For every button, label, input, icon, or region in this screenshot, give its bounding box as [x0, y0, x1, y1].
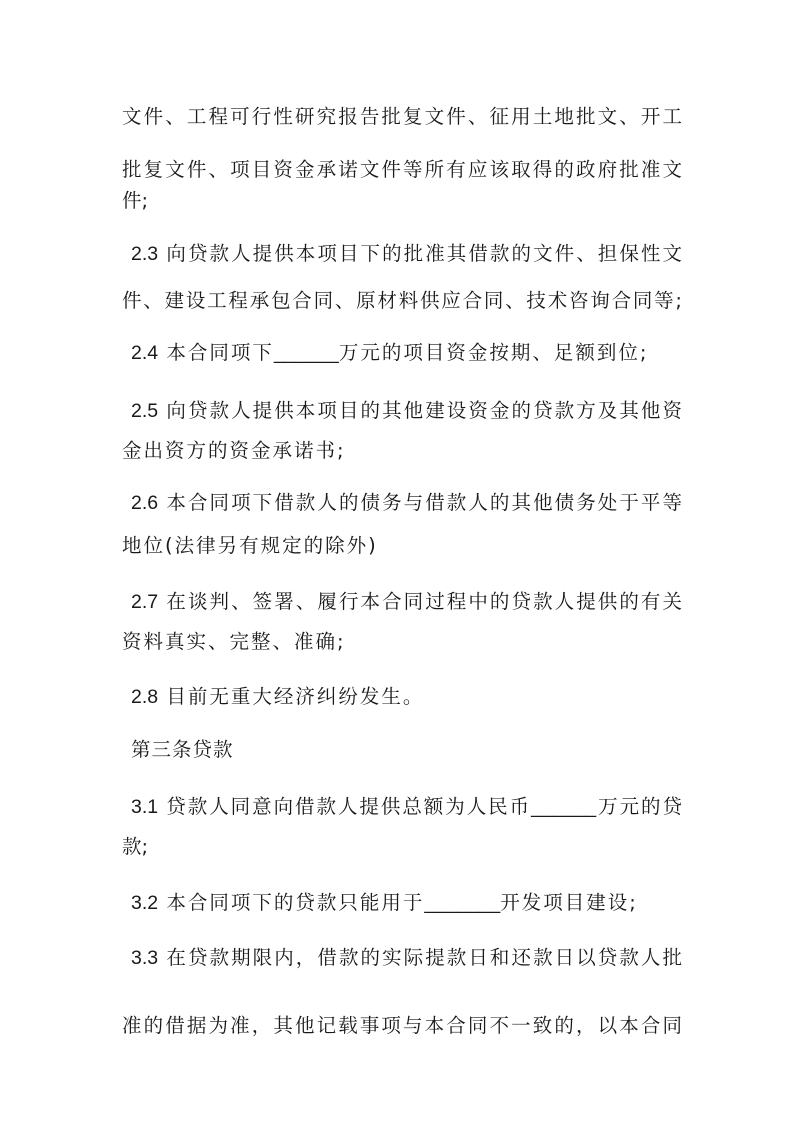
clause-text-after: 开发项目建设;	[500, 891, 638, 914]
fill-blank: _______	[424, 892, 501, 914]
clause-text: 本合同项下的贷款只能用于	[166, 891, 425, 914]
clause-3-3	[131, 943, 682, 973]
clause-2-3	[131, 239, 682, 269]
line-text: 金出资方的资金承诺书;	[122, 439, 346, 462]
clause-number: 3.3	[131, 947, 159, 969]
line-text: 资料真实、完整、准确;	[122, 630, 346, 653]
clause-2-6	[131, 488, 682, 518]
clause-text-after: 万元的贷	[596, 795, 682, 818]
clause-text: 向贷款人提供本项目的其他建设资金的贷款方及其他资	[166, 399, 682, 422]
clause-2-5	[131, 396, 682, 426]
clause-number: 2.4	[131, 342, 159, 364]
clause-number: 2.5	[131, 400, 159, 422]
section-heading-article-3	[131, 735, 682, 765]
text-line-19	[122, 1011, 682, 1041]
line-text: 准的借据为准，其他记载事项与本合同不一致的，以本合同	[122, 1014, 682, 1037]
fill-blank: ______	[273, 342, 339, 364]
line-text: 文件、工程可行性研究报告批复文件、征用土地批文、开工	[122, 105, 682, 128]
line-text: 款;	[122, 835, 149, 858]
clause-number: 2.3	[131, 243, 159, 265]
section-heading: 第三条贷款	[131, 738, 234, 761]
line-text: 地位(法律另有规定的除外)	[122, 534, 378, 557]
clause-text: 本合同项下借款人的债务与借款人的其他债务处于平等	[166, 491, 682, 514]
clause-text: 在贷款期限内，借款的实际提款日和还款日以贷款人批	[166, 946, 682, 969]
text-line-10	[122, 531, 682, 561]
fill-blank: ______	[531, 796, 597, 818]
clause-text-after: 万元的项目资金按期、足额到位;	[338, 341, 649, 364]
text-line-1	[122, 102, 682, 132]
clause-number: 2.8	[131, 686, 159, 708]
clause-text: 目前无重大经济纠纷发生。	[166, 685, 425, 708]
clause-number: 3.1	[131, 796, 159, 818]
clause-2-7	[131, 587, 682, 617]
text-line-16	[122, 832, 682, 862]
text-line-3	[122, 186, 682, 216]
clause-number: 3.2	[131, 892, 159, 914]
clause-text: 贷款人同意向借款人提供总额为人民币	[166, 795, 532, 818]
text-line-12	[122, 627, 682, 657]
clause-2-8	[131, 682, 682, 712]
clause-3-1	[131, 792, 682, 822]
text-line-2	[122, 155, 682, 185]
clause-number: 2.6	[131, 492, 159, 514]
clause-text: 向贷款人提供本项目下的批准其借款的文件、担保性文	[166, 242, 682, 265]
line-text: 件;	[122, 189, 149, 212]
clause-text: 在谈判、签署、履行本合同过程中的贷款人提供的有关	[166, 590, 682, 613]
clause-number: 2.7	[131, 591, 159, 613]
clause-text: 本合同项下	[166, 341, 274, 364]
text-line-5	[122, 286, 682, 316]
line-text: 件、建设工程承包合同、原材料供应合同、技术咨询合同等;	[122, 289, 682, 312]
clause-3-2	[131, 888, 682, 918]
clause-2-4	[131, 338, 682, 368]
line-text: 批复文件、项目资金承诺文件等所有应该取得的政府批准文	[122, 158, 682, 181]
text-line-8	[122, 436, 682, 466]
